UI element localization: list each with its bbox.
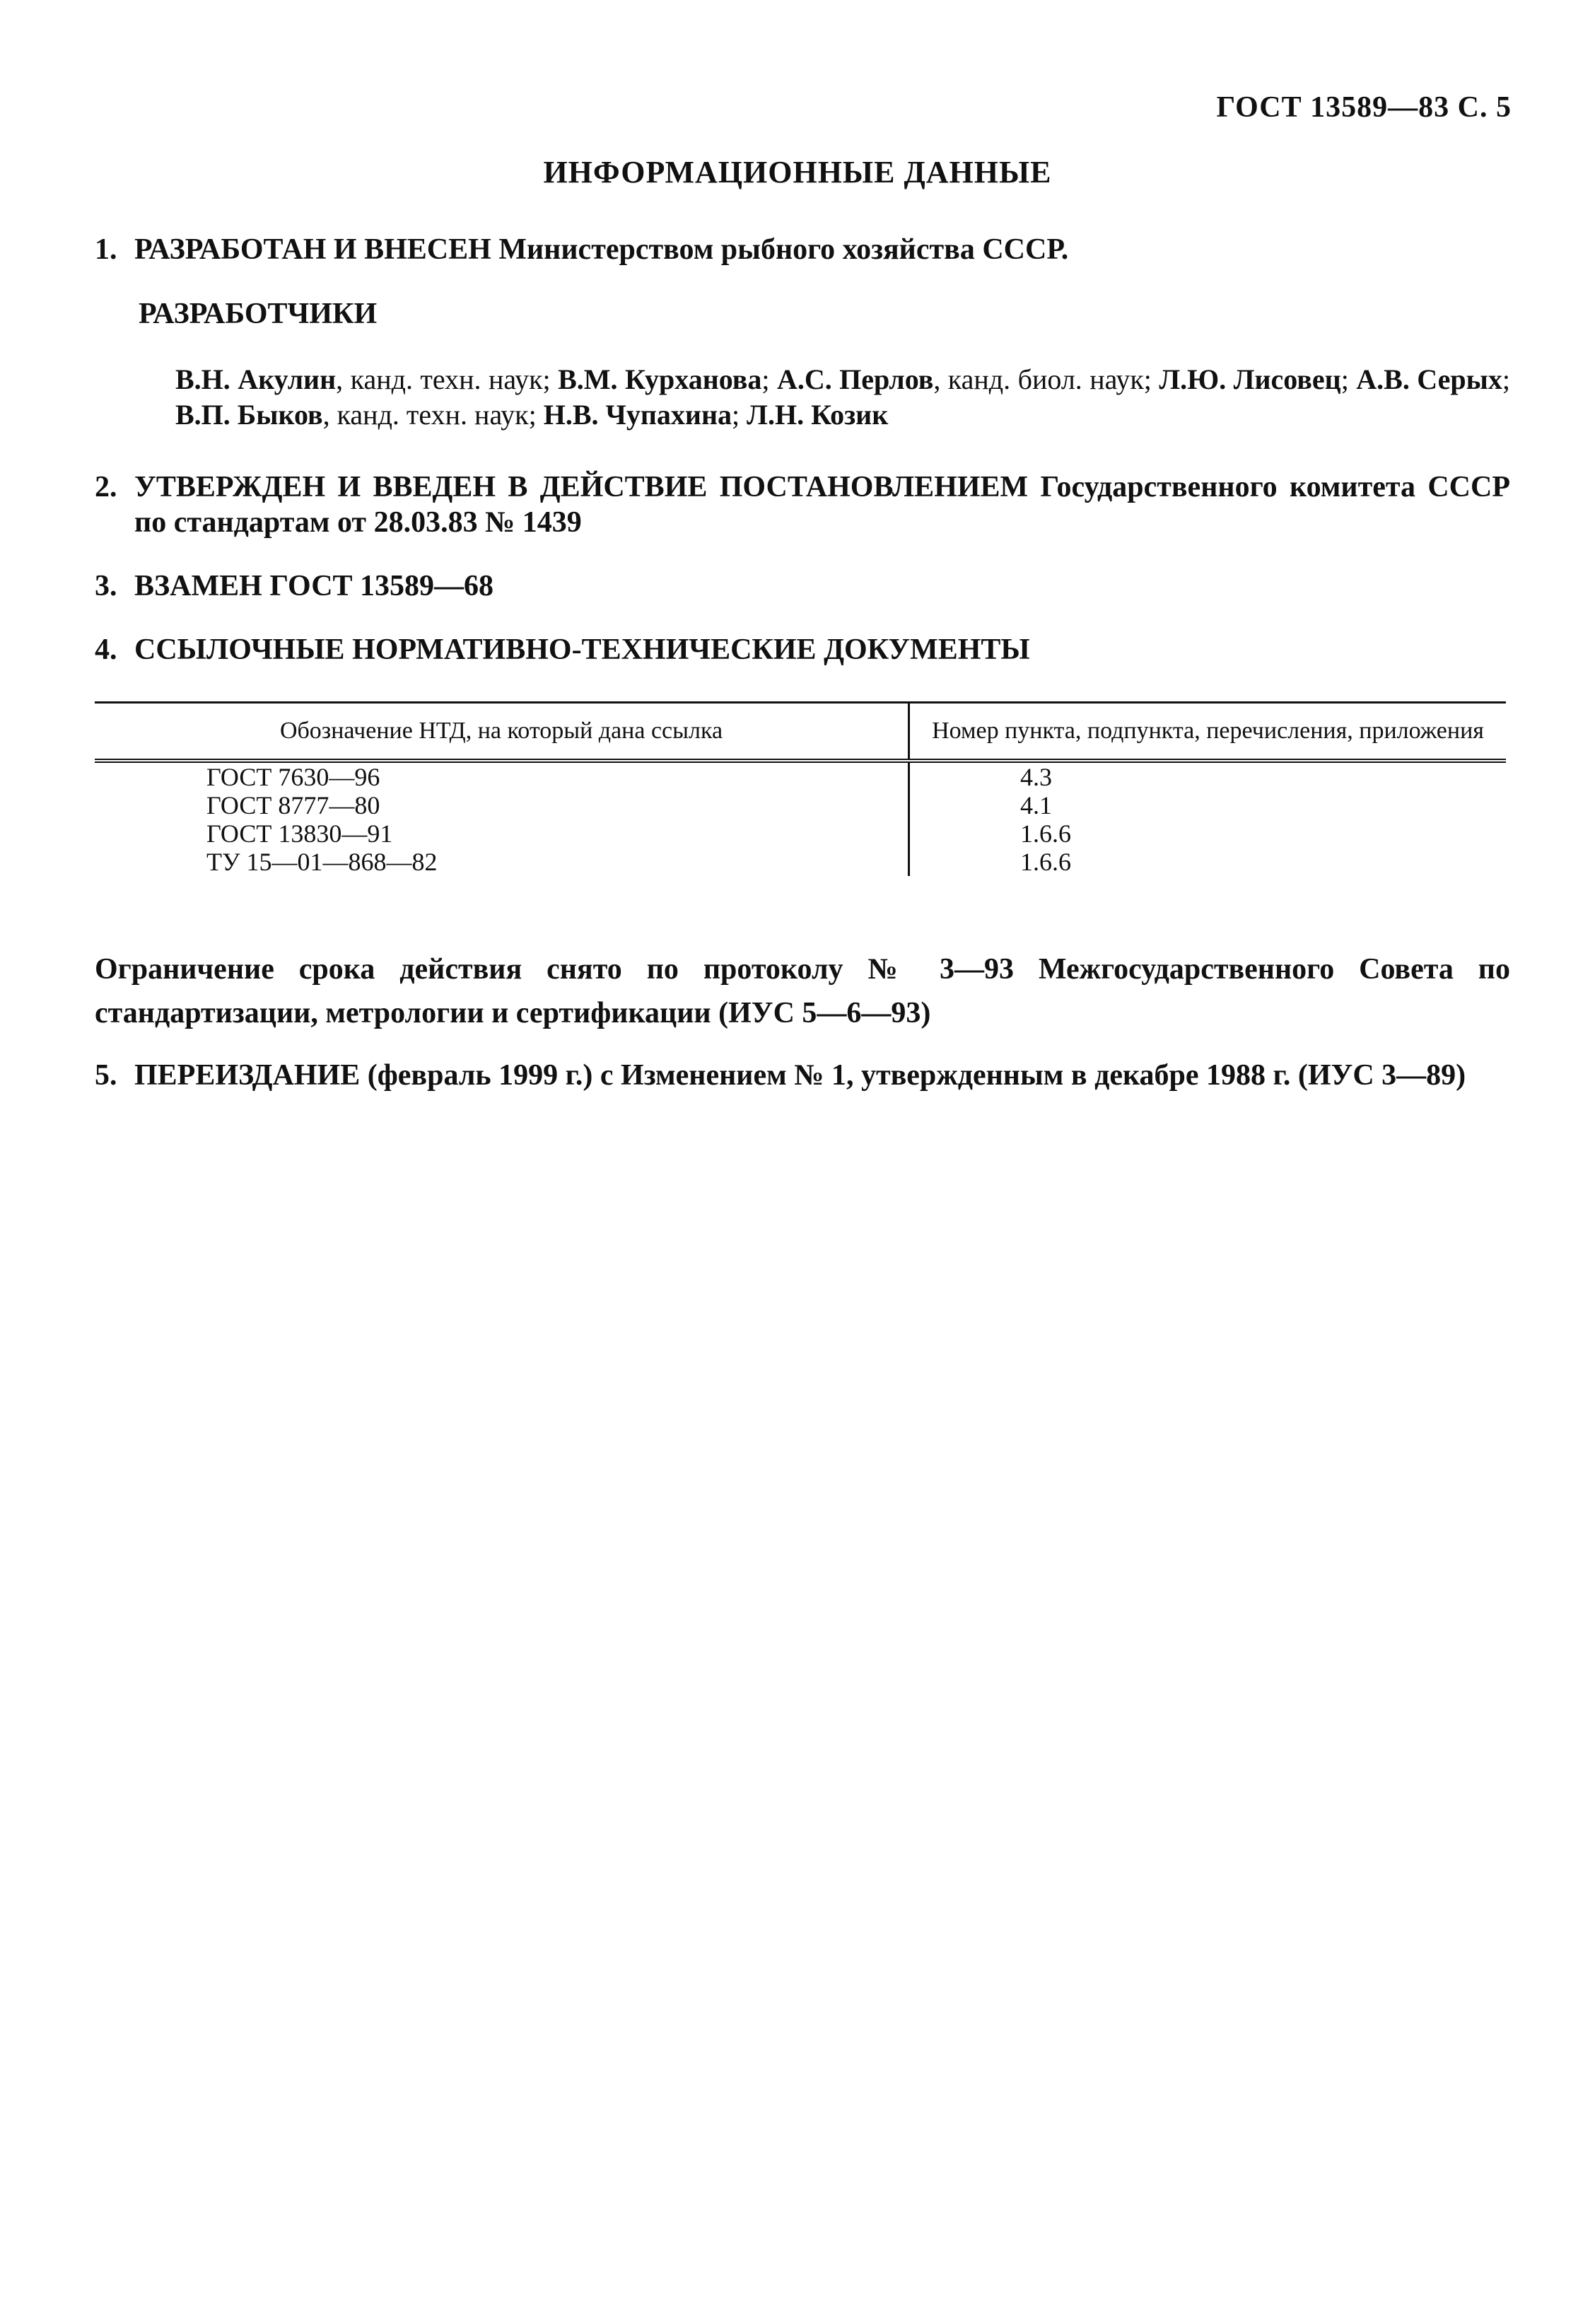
clause-number-cell: 1.6.6 xyxy=(1020,848,1071,876)
item-reissue xyxy=(95,1058,1510,1093)
reference-table-body xyxy=(95,761,1506,876)
column-header: Номер пункта, подпункта, перечисления, приложения xyxy=(909,703,1507,761)
table-row xyxy=(95,791,1506,819)
table-row xyxy=(95,819,1506,848)
item-lead: УТВЕРЖДЕН И ВВЕДЕН В ДЕЙСТВИЕ ПОСТАНОВЛЕНИЕМ xyxy=(134,471,1029,503)
document-designation-cell: ГОСТ 13830—91 xyxy=(95,819,909,848)
reference-table xyxy=(95,701,1506,876)
item-number: 5. xyxy=(95,1059,117,1092)
item-reference-docs xyxy=(95,633,1510,666)
item-text: Министерством рыбного хозяйства СССР. xyxy=(491,233,1069,266)
restriction-note: Ограничение срока действия снято по протоколу № 3—93 Межгосударственного Совета по стандартизации, метрологии и сертификации (ИУС 5—6—93) xyxy=(95,953,1510,1029)
document-designation-cell: ТУ 15—01—868—82 xyxy=(95,848,909,876)
developer-name: Л.Ю. Лисовец xyxy=(1159,363,1341,395)
table-row xyxy=(95,848,1506,876)
developer-name: А.В. Серых xyxy=(1356,363,1502,395)
clause-number-cell: 1.6.6 xyxy=(1020,819,1071,848)
page-reference: ГОСТ 13589—83 С. 5 xyxy=(1216,91,1512,124)
developer-name: В.Н. Акулин xyxy=(175,363,337,395)
clause-number-cell: 4.3 xyxy=(1020,763,1052,791)
item-number: 1. xyxy=(95,233,117,266)
clause-number-cell: 4.1 xyxy=(1020,791,1052,819)
developer-title: канд. биол. наук xyxy=(947,363,1144,395)
item-approved xyxy=(95,469,1510,540)
developer-name: А.С. Перлов xyxy=(776,363,934,395)
item-lead: ВЗАМЕН ГОСТ 13589—68 xyxy=(134,570,494,602)
table-header-row xyxy=(95,703,1506,761)
item-lead: РАЗРАБОТАН И ВНЕСЕН xyxy=(134,233,491,266)
item-replaces xyxy=(95,570,1510,602)
developer-title: канд. техн. наук xyxy=(350,363,543,395)
item-text: Государственного комитета СССР по стандартам от 28.03.83 № 1439 xyxy=(134,471,1510,539)
developer-name: В.М. Курханова xyxy=(558,363,762,395)
document-designation-cell: ГОСТ 7630—96 xyxy=(95,761,909,791)
item-number: 2. xyxy=(95,471,117,503)
item-lead: ПЕРЕИЗДАНИЕ xyxy=(134,1059,361,1092)
developers-list: В.Н. Акулин, канд. техн. наук; В.М. Курханова; А.С. Перлов, канд. биол. наук; Л.Ю. Лисовец; А.В. Серых; В.П. Быков, канд. техн. наук; Н.В. Чупахина; Л.Н. Козик xyxy=(175,363,1511,431)
document-heading: ИНФОРМАЦИОННЫЕ ДАННЫЕ xyxy=(543,155,1052,189)
item-lead: ССЫЛОЧНЫЕ НОРМАТИВНО-ТЕХНИЧЕСКИЕ ДОКУМЕНТЫ xyxy=(134,633,1030,666)
developers-label: РАЗРАБОТЧИКИ xyxy=(139,298,378,330)
developer-name: В.П. Быков xyxy=(175,399,323,431)
item-developed-by xyxy=(95,233,1510,266)
table-row xyxy=(95,761,1506,791)
developer-name: Н.В. Чупахина xyxy=(543,399,732,431)
developer-title: канд. техн. наук xyxy=(337,399,529,431)
item-number: 3. xyxy=(95,570,117,602)
column-header: Обозначение НТД, на который дана ссылка xyxy=(95,703,909,761)
document-designation-cell: ГОСТ 8777—80 xyxy=(95,791,909,819)
item-number: 4. xyxy=(95,633,117,666)
item-text: (февраль 1999 г.) с Изменением № 1, утвержденным в декабре 1988 г. (ИУС 3—89) xyxy=(360,1059,1466,1092)
developer-name: Л.Н. Козик xyxy=(747,399,889,431)
